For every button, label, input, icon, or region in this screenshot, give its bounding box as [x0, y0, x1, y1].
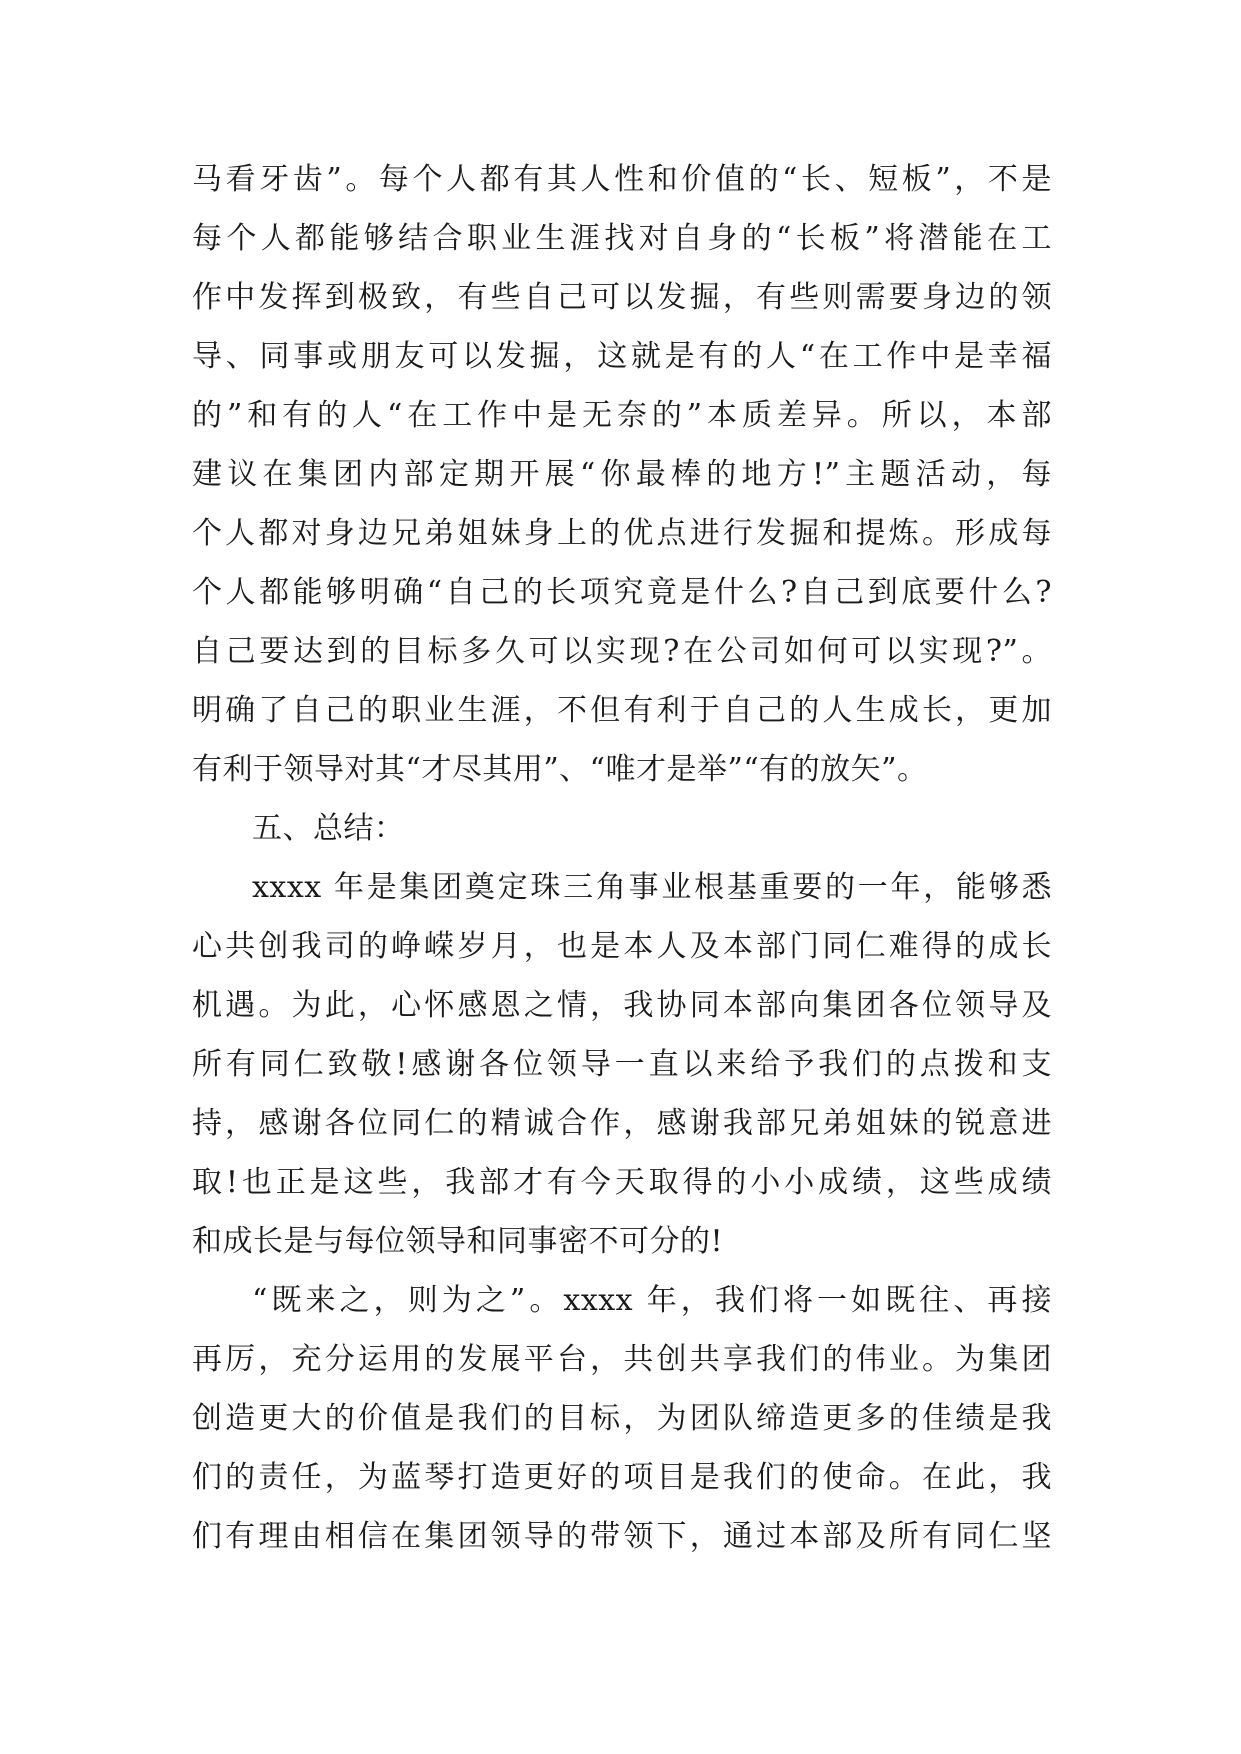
text-line: 再厉，充分运用的发展平台，共创共享我们的伟业。为集团 — [192, 1342, 1052, 1377]
text-line: 机遇。为此，心怀感恩之情，我协同本部向集团各位领导及 — [192, 988, 1052, 1023]
text-line: 取!也正是这些，我部才有今天取得的小小成绩，这些成绩 — [192, 1165, 1052, 1200]
text-line: 和成长是与每位领导和同事密不可分的! — [192, 1224, 724, 1259]
text-line: “既来之，则为之”。xxxx 年，我们将一如既往、再接 — [252, 1283, 1052, 1318]
paragraph-outlook — [192, 1271, 1052, 1566]
text-line: 有利于领导对其“才尽其用”、“唯才是举”“有的放矢”。 — [192, 752, 928, 787]
text-line: 建议在集团内部定期开展“你最棒的地方!”主题活动，每 — [192, 457, 1052, 492]
text-line: xxxx 年是集团奠定珠三角事业根基重要的一年，能够悉 — [252, 870, 1052, 905]
text-line: 明确了自己的职业生涯，不但有利于自己的人生成长，更加 — [192, 693, 1052, 728]
text-line: 个人都对身边兄弟姐妹身上的优点进行发掘和提炼。形成每 — [192, 516, 1052, 551]
text-line: 每个人都能够结合职业生涯找对自身的“长板”将潜能在工 — [192, 221, 1052, 256]
text-line: 心共创我司的峥嵘岁月，也是本人及本部门同仁难得的成长 — [192, 929, 1052, 964]
paragraph-summary — [192, 858, 1052, 1271]
paragraph-career-development — [192, 150, 1052, 799]
text-line: 们的责任，为蓝琴打造更好的项目是我们的使命。在此，我 — [192, 1460, 1052, 1495]
section-heading-summary: 五、总结： — [252, 811, 405, 846]
text-line: 作中发挥到极致，有些自己可以发掘，有些则需要身边的领 — [192, 280, 1052, 315]
text-line: 们有理由相信在集团领导的带领下，通过本部及所有同仁坚 — [192, 1519, 1052, 1554]
document-body — [192, 150, 1052, 1566]
text-line: 个人都能够明确“自己的长项究竟是什么?自己到底要什么? — [192, 575, 1052, 610]
text-line: 导、同事或朋友可以发掘，这就是有的人“在工作中是幸福 — [192, 339, 1052, 374]
text-line: 马看牙齿”。每个人都有其人性和价值的“长、短板”，不是 — [192, 162, 1052, 197]
text-line: 所有同仁致敬!感谢各位领导一直以来给予我们的点拨和支 — [192, 1047, 1052, 1082]
text-line: 创造更大的价值是我们的目标，为团队缔造更多的佳绩是我 — [192, 1401, 1052, 1436]
text-line: 的”和有的人“在工作中是无奈的”本质差异。所以，本部 — [192, 398, 1052, 433]
text-line: 持，感谢各位同仁的精诚合作，感谢我部兄弟姐妹的锐意进 — [192, 1106, 1052, 1141]
text-line: 自己要达到的目标多久可以实现?在公司如何可以实现?”。 — [192, 634, 1052, 669]
